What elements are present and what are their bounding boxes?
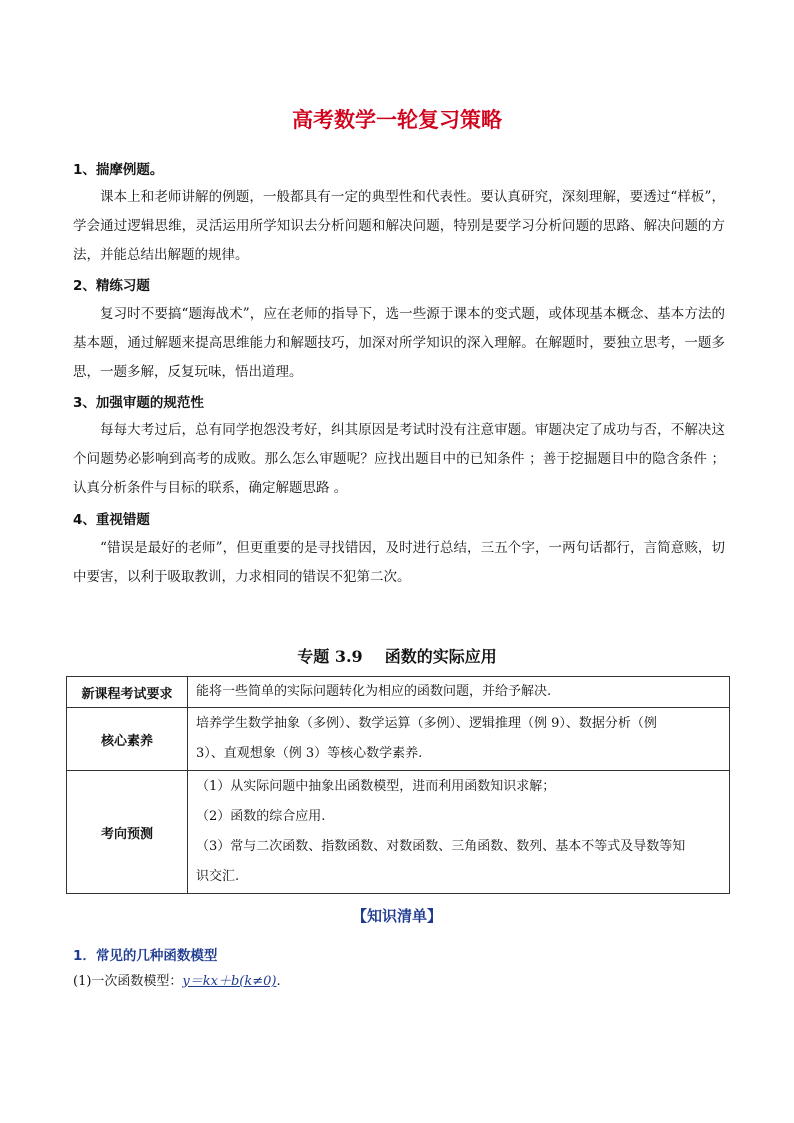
content-line: 能将一些简单的实际问题转化为相应的函数问题，并给予解决.	[196, 684, 552, 699]
topic-title	[0, 644, 794, 667]
section-2-heading: 2、精练习题	[73, 278, 150, 294]
requirements-table	[66, 676, 730, 894]
content-line: 培养学生数学抽象（多例）、数学运算（多例）、逻辑推理（例 9）、数据分析（例	[196, 716, 657, 731]
section-4-heading: 4、重视错题	[73, 512, 150, 528]
row-content	[188, 677, 730, 708]
formula-suffix: .	[276, 974, 281, 989]
row-label: 新课程考试要求	[67, 677, 188, 708]
section-1-body: 课本上和老师讲解的例题，一般都具有一定的典型性和代表性。要认真研究，深刻理解，要透过“样板”，学会通过逻辑思维，灵活运用所学知识去分析问题和解决问题，特别是要学习分析问题的思路、解决问题的方法，并能总结出解题的规律。	[73, 189, 725, 263]
table-row	[67, 677, 730, 708]
topic-number: 专题 3.9	[297, 647, 363, 666]
content-line: 3）、直观想象（例 3）等核心数学素养.	[196, 746, 423, 761]
content-line: （1）从实际问题中抽象出函数模型，进而利用函数知识求解；	[196, 779, 556, 794]
formula-line	[73, 970, 281, 989]
content-line: （3）常与二次函数、指数函数、对数函数、三角函数、数列、基本不等式及导数等知	[196, 839, 686, 854]
section-3-heading: 3、加强审题的规范性	[73, 395, 204, 411]
linear-function-formula: y＝kx＋b(k≠0)	[182, 974, 277, 989]
content-line: 识交汇.	[196, 869, 240, 884]
formula-prefix: (1)一次函数模型：	[73, 974, 183, 989]
table-row	[67, 708, 730, 771]
table-row	[67, 771, 730, 894]
section-4-body: “错误是最好的老师”，但更重要的是寻找错因，及时进行总结，三五个字，一两句话都行，言简意赅，切中要害，以利于吸取教训，力求相同的错误不犯第二次。	[73, 540, 725, 585]
section-2-body: 复习时不要搞“题海战术”，应在老师的指导下，选一些源于课本的变式题，或体现基本概念、基本方法的基本题，通过解题来提高思维能力和解题技巧，加深对所学知识的深入理解。在解题时，要独立思考，一题多思，一题多解，反复玩味，悟出道理。	[73, 306, 725, 380]
row-label: 核心素养	[67, 708, 188, 771]
content-line: （2）函数的综合应用.	[196, 809, 326, 824]
subsection-heading: 1．常见的几种函数模型	[73, 948, 218, 964]
page-title: 高考数学一轮复习策略	[292, 108, 502, 132]
section-1-heading: 1、揣摩例题。	[73, 162, 164, 178]
row-label: 考向预测	[67, 771, 188, 894]
row-content	[188, 771, 730, 894]
topic-name: 函数的实际应用	[384, 647, 497, 666]
section-3-body: 每每大考过后，总有同学抱怨没考好，纠其原因是考试时没有注意审题。审题决定了成功与否，不解决这个问题势必影响到高考的成败。那么怎么审题呢？应找出题目中的已知条件 ；善于挖掘题目中的隐含条件 ；认真分析条件与目标的联系，确定解题思路 。	[73, 422, 725, 496]
knowledge-heading: 【知识清单】	[351, 907, 442, 925]
row-content	[188, 708, 730, 771]
